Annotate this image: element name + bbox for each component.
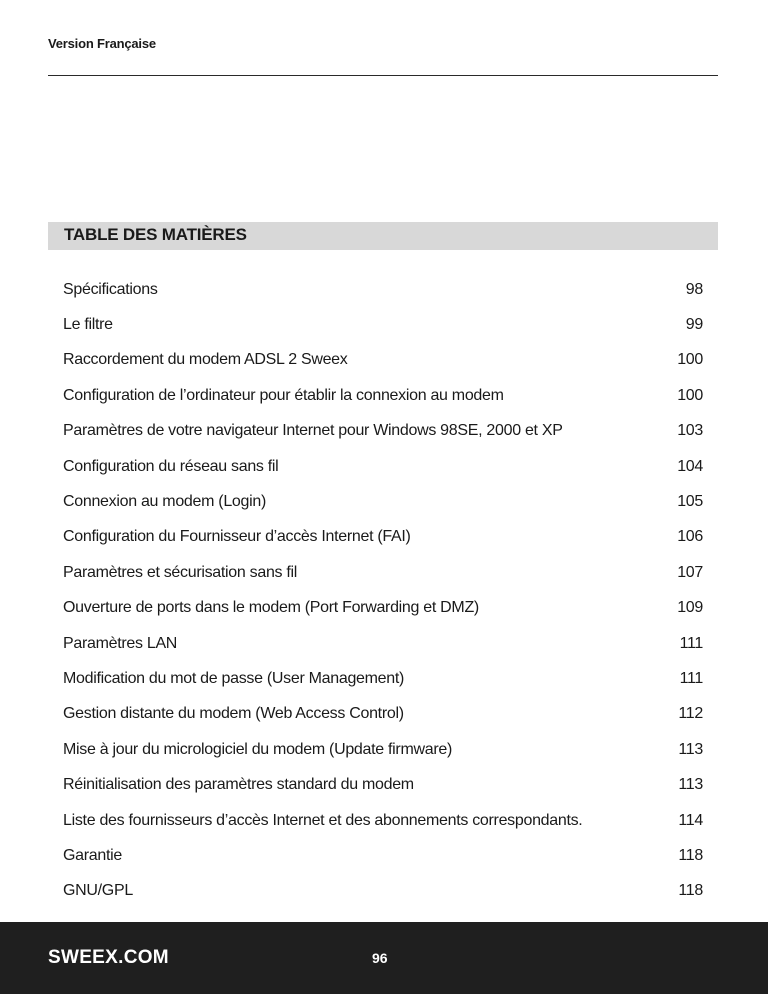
toc-entry[interactable] (63, 484, 703, 519)
page-footer (0, 922, 768, 994)
toc-entry-page: 103 (677, 422, 703, 440)
header-divider (48, 75, 718, 76)
toc-entry-page: 118 (678, 846, 703, 864)
toc-entry-title: Liste des fournisseurs d’accès Internet et des abonnements correspondants. (63, 811, 583, 829)
toc-entry-title: Modification du mot de passe (User Management) (63, 669, 405, 687)
toc-entry[interactable] (63, 307, 703, 342)
toc-entry-title: Paramètres de votre navigateur Internet pour Windows 98SE, 2000 et XP (63, 422, 563, 440)
toc-title: TABLE DES MATIÈRES (64, 225, 247, 244)
toc-entry[interactable] (63, 732, 703, 767)
header-version-label: Version Française (48, 36, 156, 51)
toc-entry-title: Configuration de l’ordinateur pour établir la connexion au modem (63, 386, 504, 404)
toc-list (63, 272, 703, 909)
toc-entry-page: 106 (677, 528, 703, 546)
toc-entry-title: Spécifications (63, 280, 158, 298)
toc-entry-title: Configuration du Fournisseur d’accès Internet (FAI) (63, 528, 411, 546)
toc-entry-page: 100 (677, 351, 703, 369)
toc-entry[interactable] (63, 555, 703, 590)
toc-entry-page: 118 (678, 882, 703, 900)
toc-entry-title: Le filtre (63, 316, 113, 334)
toc-entry[interactable] (63, 520, 703, 555)
toc-entry-title: Raccordement du modem ADSL 2 Sweex (63, 351, 348, 369)
toc-entry-title: Mise à jour du micrologiciel du modem (Update firmware) (63, 740, 452, 758)
toc-entry-title: Ouverture de ports dans le modem (Port Forwarding et DMZ) (63, 599, 479, 617)
footer-page-number: 96 (372, 950, 388, 966)
toc-entry[interactable] (63, 838, 703, 873)
toc-entry[interactable] (63, 414, 703, 449)
toc-entry-page: 99 (685, 316, 703, 334)
toc-entry-page: 109 (677, 599, 703, 617)
toc-entry[interactable] (63, 874, 703, 909)
toc-entry[interactable] (63, 626, 703, 661)
toc-entry-title: Paramètres et sécurisation sans fil (63, 563, 298, 581)
toc-entry[interactable] (63, 661, 703, 696)
toc-entry-page: 113 (678, 740, 703, 758)
toc-entry[interactable] (63, 378, 703, 413)
toc-entry[interactable] (63, 343, 703, 378)
toc-entry-page: 112 (678, 705, 703, 723)
toc-entry-page: 105 (677, 493, 703, 511)
toc-entry[interactable] (63, 697, 703, 732)
toc-entry-page: 111 (679, 634, 703, 652)
toc-entry-title: Garantie (63, 846, 122, 864)
toc-entry-page: 114 (678, 811, 703, 829)
toc-entry-title: Gestion distante du modem (Web Access Control) (63, 705, 404, 723)
toc-entry-page: 111 (679, 669, 703, 687)
toc-entry[interactable] (63, 803, 703, 838)
toc-entry-page: 107 (677, 563, 703, 581)
toc-entry-page: 113 (678, 776, 703, 794)
toc-entry-page: 104 (677, 457, 703, 475)
toc-entry-page: 100 (677, 386, 703, 404)
toc-entry-title: Configuration du réseau sans fil (63, 457, 279, 475)
toc-title-bar (48, 222, 718, 250)
toc-entry[interactable] (63, 767, 703, 802)
toc-entry-page: 98 (685, 280, 703, 298)
toc-entry-title: GNU/GPL (63, 882, 133, 900)
toc-entry-title: Paramètres LAN (63, 634, 178, 652)
toc-entry-title: Réinitialisation des paramètres standard du modem (63, 776, 414, 794)
footer-brand-link[interactable]: SWEEX.COM (48, 947, 169, 968)
toc-entry[interactable] (63, 272, 703, 307)
toc-entry[interactable] (63, 591, 703, 626)
toc-entry[interactable] (63, 449, 703, 484)
toc-entry-title: Connexion au modem (Login) (63, 493, 266, 511)
